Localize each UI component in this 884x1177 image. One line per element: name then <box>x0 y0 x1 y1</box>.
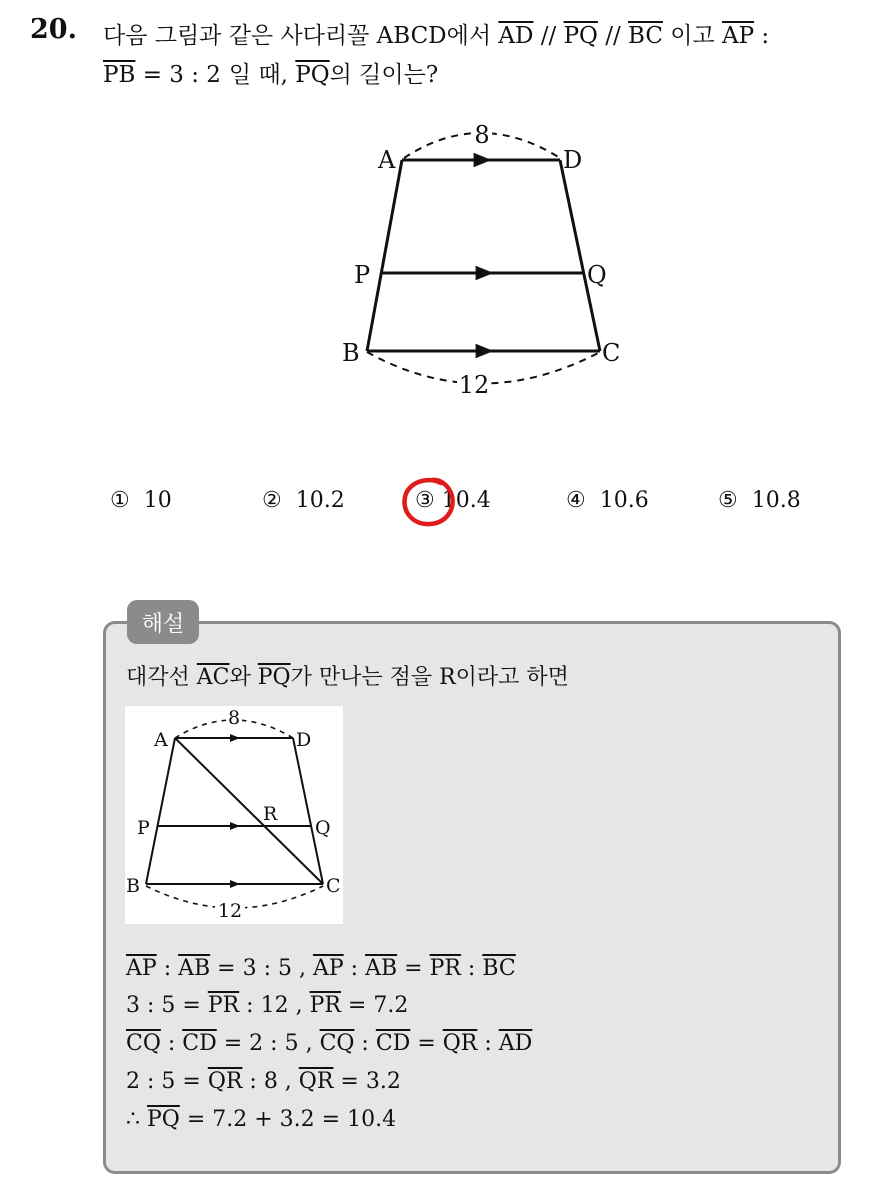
length-label-top: 8 <box>227 707 241 729</box>
question-prefix: 다음 그림과 같은 사다리꼴 ABCD에서 <box>103 23 499 49</box>
question-ask: 의 길이는? <box>329 62 439 88</box>
segment-pb: $\overline{PB}$ <box>103 62 136 88</box>
solution-step-1: $\overline{AP}$ : $\overline{AB} = 3$ : 5 , $\overline{AP}$ : $\overline{AB} = \overline{PR}$ : $\overline{BC}$ <box>126 956 516 981</box>
choice-4[interactable]: ④ 10.6 <box>566 488 649 513</box>
segment-pq: $\overline{PQ}$ <box>257 665 291 690</box>
solution-step-2: 3 : $5 = \overline{PR}$ : 12 , $\overline{PR} = 7.2$ <box>126 993 409 1018</box>
vertex-label-a: A <box>154 729 168 751</box>
length-label-bottom: 12 <box>217 900 243 922</box>
segment-ap: $\overline{AP}$ <box>722 23 755 49</box>
side-dc <box>293 738 323 884</box>
point-label-q: Q <box>315 817 331 839</box>
point-label-p: P <box>137 817 150 839</box>
solution-step-5: ∴ $\overline{PQ} = 7.2 + 3.2 = 10.4$ <box>126 1107 397 1132</box>
length-label-bottom: 12 <box>458 371 490 399</box>
choice-3[interactable]: ③ 10.4 <box>415 488 491 513</box>
segment-pq: $\overline{PQ}$ <box>295 62 330 88</box>
segment-ac: $\overline{AC}$ <box>196 665 230 690</box>
segment-bc: $\overline{BC}$ <box>628 23 663 49</box>
ratio-value: = 3 : 2 <box>135 62 221 88</box>
solution-step-4: 2 : $5 = \overline{QR}$ : 8 , $\overline{QR} = 3.2$ <box>126 1069 401 1094</box>
segment-ad: $\overline{AD}$ <box>498 23 534 49</box>
vertex-label-d: D <box>296 729 312 751</box>
choice-5[interactable]: ⑤ 10.8 <box>718 488 801 513</box>
solution-step-3: $\overline{CQ}$ : $\overline{CD} = 2$ : 5 , $\overline{CQ}$ : $\overline{CD} = \overline{QR}$ : $\overline{AD}$ <box>126 1031 533 1056</box>
parallel-symbol: // <box>597 23 629 49</box>
diagonal-ac <box>175 738 323 884</box>
point-label-p: P <box>354 261 371 289</box>
length-label-top: 8 <box>474 121 490 149</box>
solution-intro: 대각선 $\overline{AC}$와 $\overline{PQ}$가 만나는 점을 R이라고 하면 <box>126 665 569 690</box>
point-label-q: Q <box>587 261 607 289</box>
question-connector: 이고 <box>662 23 723 49</box>
vertex-label-a: A <box>378 146 396 174</box>
choice-1[interactable]: ① 10 <box>110 488 172 513</box>
vertex-label-c: C <box>602 339 621 367</box>
ratio-colon: : <box>754 23 770 49</box>
parallel-symbol: // <box>533 23 564 49</box>
question-number: 20. <box>30 14 77 45</box>
point-label-r: R <box>263 803 278 825</box>
vertex-label-b: B <box>126 875 140 897</box>
segment-pq: $\overline{PQ}$ <box>563 23 598 49</box>
choice-2[interactable]: ② 10.2 <box>262 488 345 513</box>
vertex-label-c: C <box>326 875 341 897</box>
side-ab <box>146 738 175 884</box>
solution-badge: 해설 <box>127 600 199 644</box>
question-condition: 일 때, <box>228 62 296 88</box>
vertex-label-b: B <box>342 339 360 367</box>
vertex-label-d: D <box>563 146 583 174</box>
